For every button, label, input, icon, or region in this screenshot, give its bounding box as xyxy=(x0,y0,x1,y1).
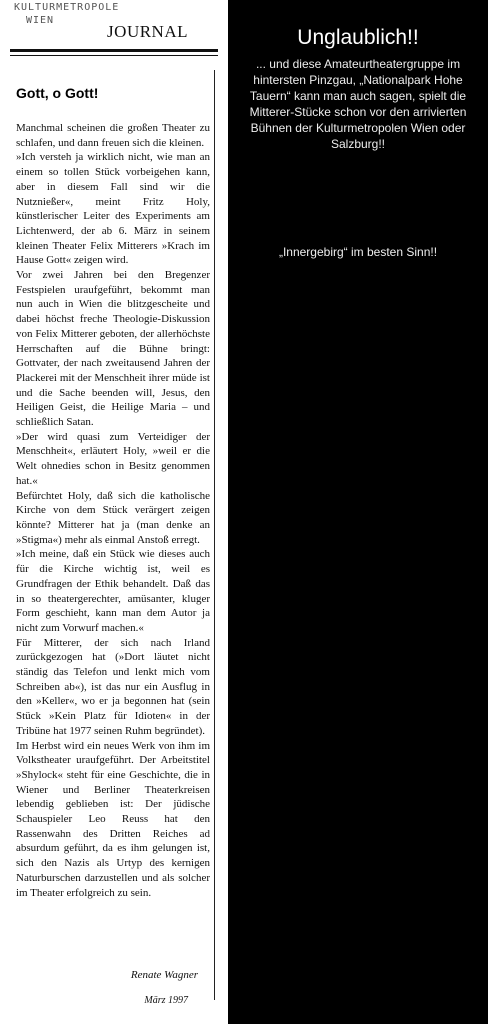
handnote-line-1: KULTURMETROPOLE xyxy=(14,2,120,13)
commentary-headline: Unglaublich!! xyxy=(297,26,419,49)
article-paragraph: »Der wird quasi zum Verteidiger der Menschheit«, erläutert Holy, »weil er die Welt ohnedies schon in Besitz genommen hat.« xyxy=(16,430,210,487)
article-paragraph: Im Herbst wird ein neues Werk von ihm im Volkstheater uraufgeführt. Der Arbeitstitel »Shylock« steht für eine Geschichte, die in Wiener und Berliner Theaterkreisen lebendig geblieben ist: Der jüdische Schauspieler Leo Reuss hat den Rassenwahn des Dritten Reiches ad absurdum geführt, da es ihm gelungen ist, sich den Nazis als Urtyp des kernigen Naturburschen darzustellen und als solcher im Theater erfolgreich zu sein. xyxy=(16,739,210,899)
masthead-rule-thick xyxy=(10,49,218,52)
article-paragraph: Manchmal scheinen die großen Theater zu schlafen, und dann freuen sich die kleinen. xyxy=(16,122,210,149)
article-body xyxy=(16,121,210,900)
article-paragraph: Vor zwei Jahren bei den Bregenzer Festspielen uraufgeführt, bekommt man nun auch in Wien die blitzgescheite und dabei höchst freche Theologie-Diskussion von Felix Mitterer geboten, der allerhöchste Herrschaften auf die Bühne bringt: Gottvater, der nach zweitausend Jahren der Plackerei mit der Menschheit ihrer müde ist und die Sache beenden will, Jesus, den Heiligen Geist, die Heilige Maria – und schließlich Satan. xyxy=(16,269,210,429)
article-heading: Gott, o Gott! xyxy=(16,85,99,101)
commentary-tagline: „Innergebirg“ im besten Sinn!! xyxy=(278,245,438,259)
article-paragraph: Für Mitterer, der sich nach Irland zurückgezogen hat (»Dort läutet nicht ständig das Telefon und lenkt mich vom Schreiben ab«), ist das nur ein Ausflug in den »Keller«, wo er ja begonnen hat (sein Stück »Kein Platz für Idioten« in der Tribüne hat 1977 seinen Ruhm begründet). xyxy=(16,636,210,737)
article-paragraph: Befürchtet Holy, daß sich die katholische Kirche von dem Stück verärgert zeigen könnte? Mitterer hat ja (man denke an »Stigma«) mehr als einmal Anstoß erregt. xyxy=(16,489,210,546)
handnote-line-2: WIEN xyxy=(26,15,55,26)
newspaper-clipping xyxy=(0,0,228,1024)
article-author: Renate Wagner xyxy=(130,969,198,981)
article-date: März 1997 xyxy=(144,995,188,1006)
article-paragraph: »Ich versteh ja wirklich nicht, wie man an einem so tollen Stück vorbeigehen kann, aber in diesem Fall sind wir die Nutznießer«, meint Fritz Holy, künstlerischer Leiter des Experiments am Lichtenwerd, der ab 6. März in seinem kleinen Theater Felix Mitterers »Krach im Hause Gott« zeigen wird. xyxy=(16,151,210,267)
article-paragraph: »Ich meine, daß ein Stück wie dieses auch für die Kirche wichtig ist, weil es Grundfragen der Ethik behandelt. Daß das in so theatergerechter, amüsanter, kluger Form geschieht, kann man dem Autor ja nicht zum Vorwurf machen.« xyxy=(16,548,210,634)
commentary-panel xyxy=(228,0,488,1024)
masthead-rule-thin xyxy=(10,55,218,56)
column-divider xyxy=(214,70,215,1000)
masthead-journal: JOURNAL xyxy=(107,22,188,41)
commentary-subtext: ... und diese Amateurtheatergruppe im hintersten Pinzgau, „Nationalpark Hohe Tauern“ kann man auch sagen, spielt die Mitterer-Stücke schon vor den arrivierten Bühnen der Kulturmetropolen Wien oder Salzburg!! xyxy=(249,57,467,151)
